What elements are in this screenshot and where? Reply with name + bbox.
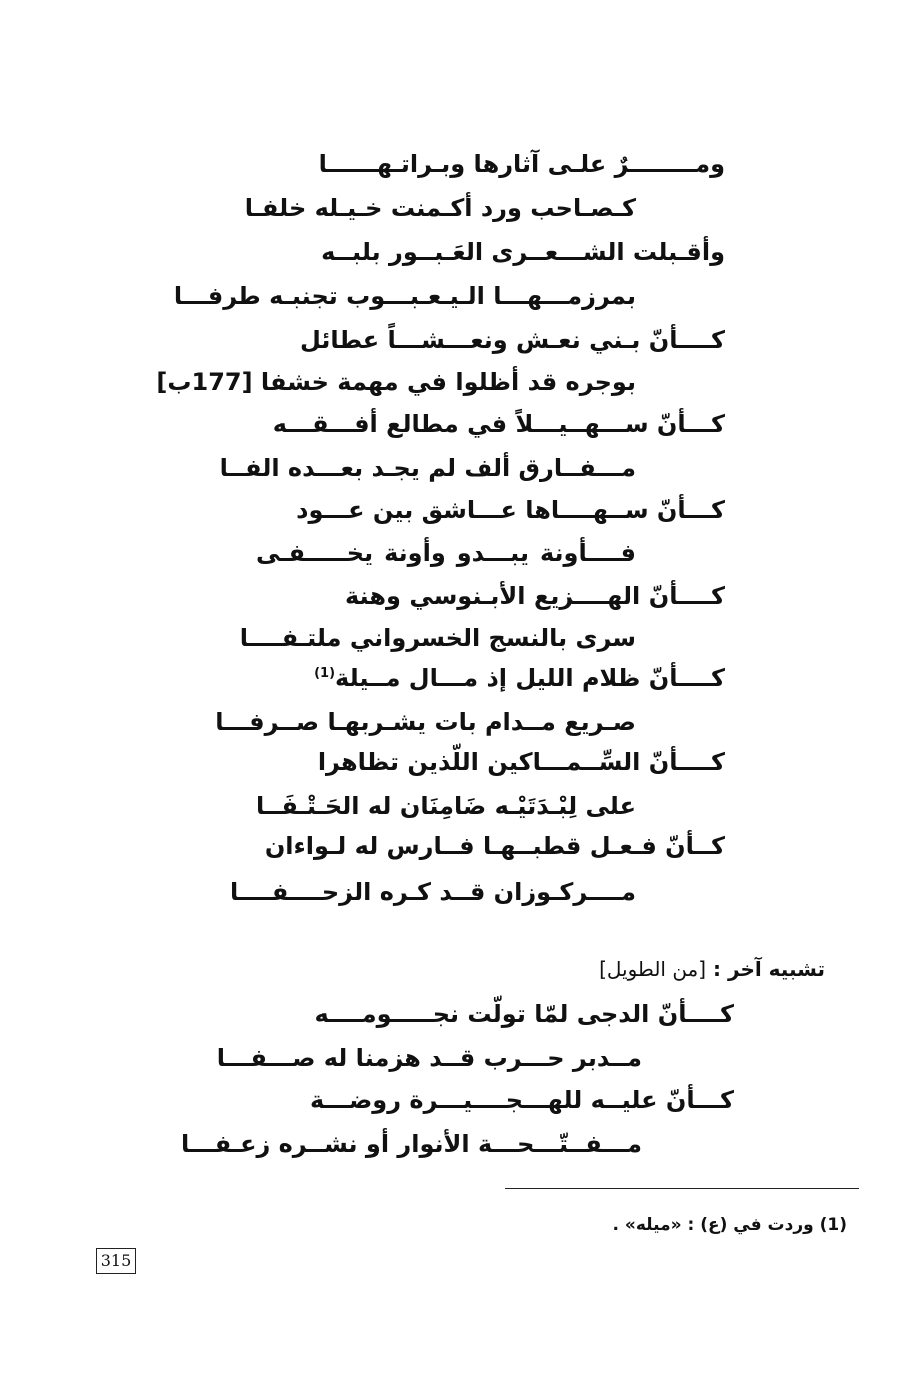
verse-7-second-hemistich: صـريع مــدام بات يشـربهـا صــرفـــا [215,708,636,736]
footnote-separator [505,1188,859,1189]
footnote-marker: (1) [314,666,336,681]
verse-8-first-hemistich: كــــأنّ السِّــمـــاكين اللّذين تظاهرا [317,748,725,776]
verse-4-second-hemistich: مـــفــارق ألف لم يجـد بعـــده الفــا [219,454,636,482]
verse-2-second-hemistich: بمرزمـــهـــا الـيـعـبـــوب تجنبـه طرفـــا [173,282,636,310]
verse-5-first-hemistich: كـــأنّ ســهــــاها عـــاشق بين عـــود [296,496,725,524]
section-heading-title: تشبيه آخر : [713,957,825,981]
verse-9-second-hemistich: مــــركـوزان قــد كـره الزحــــفــــا [229,878,636,906]
verse-6-second-hemistich: سرى بالنسج الخسرواني ملتـفــــا [239,624,636,652]
section-heading-meter: [من الطويل] [599,957,707,981]
verse-6-first-hemistich: كــــأنّ الهــــزيع الأبـنوسي وهنة [345,582,725,610]
verse2-1-second-hemistich: مــدبر حـــرب قــد هزمنا له صـــفـــا [216,1044,642,1072]
verse2-2-second-hemistich: مـــفــتّـــحـــة الأنوار أو نشــره زعـفـــا [180,1130,642,1158]
verse2-2-first-hemistich: كـــأنّ عليــه للهـــجــــيـــرة روضـــة [309,1086,734,1114]
page-number: 315 [96,1248,136,1274]
verse2-1-first-hemistich: كــــأنّ الدجى لمّا تولّت نجـــــومــــه [314,1000,734,1028]
verse-1-first-hemistich: ومــــــــرٌ علـى آثارها وبـراتـهــــــا [318,150,725,178]
verse-5-second-hemistich: فــــأونة يبـــدو وأونة يخـــــفـى [256,539,636,567]
verse-8-second-hemistich: على لِبْـدَتَيْـه ضَامِنَان له الحَـتْـفَــا [256,792,636,820]
verse-4-first-hemistich: كـــأنّ ســـهــيـــلاً في مطالع أفـــقـــه [272,410,725,438]
section-heading [599,952,825,986]
footnote: (1) وردت في (ع) : «ميله» . [612,1215,847,1235]
verse-3-second-hemistich: بوجره قد أظلوا في مهمة خشفا [177ب] [156,368,636,396]
verse-2-first-hemistich: وأقـبلت الشـــعــرى العَـبــور بلبــه [321,238,725,266]
verse-3-first-hemistich: كــــأنّ بـني نعـش ونعـــشـــاً عطائل [299,326,725,354]
verse-7-first-text: كــــأنّ ظلام الليل إذ مـــال مــيلة [335,664,725,692]
verse-9-first-hemistich: كــأنّ فـعـل قطبــهـا فــارس له لـواءان [264,832,725,860]
verse-1-second-hemistich: كـصـاحب ورد أكـمنت خـيـله خلفـا [244,194,636,222]
verse-7-first-hemistich [314,660,725,696]
